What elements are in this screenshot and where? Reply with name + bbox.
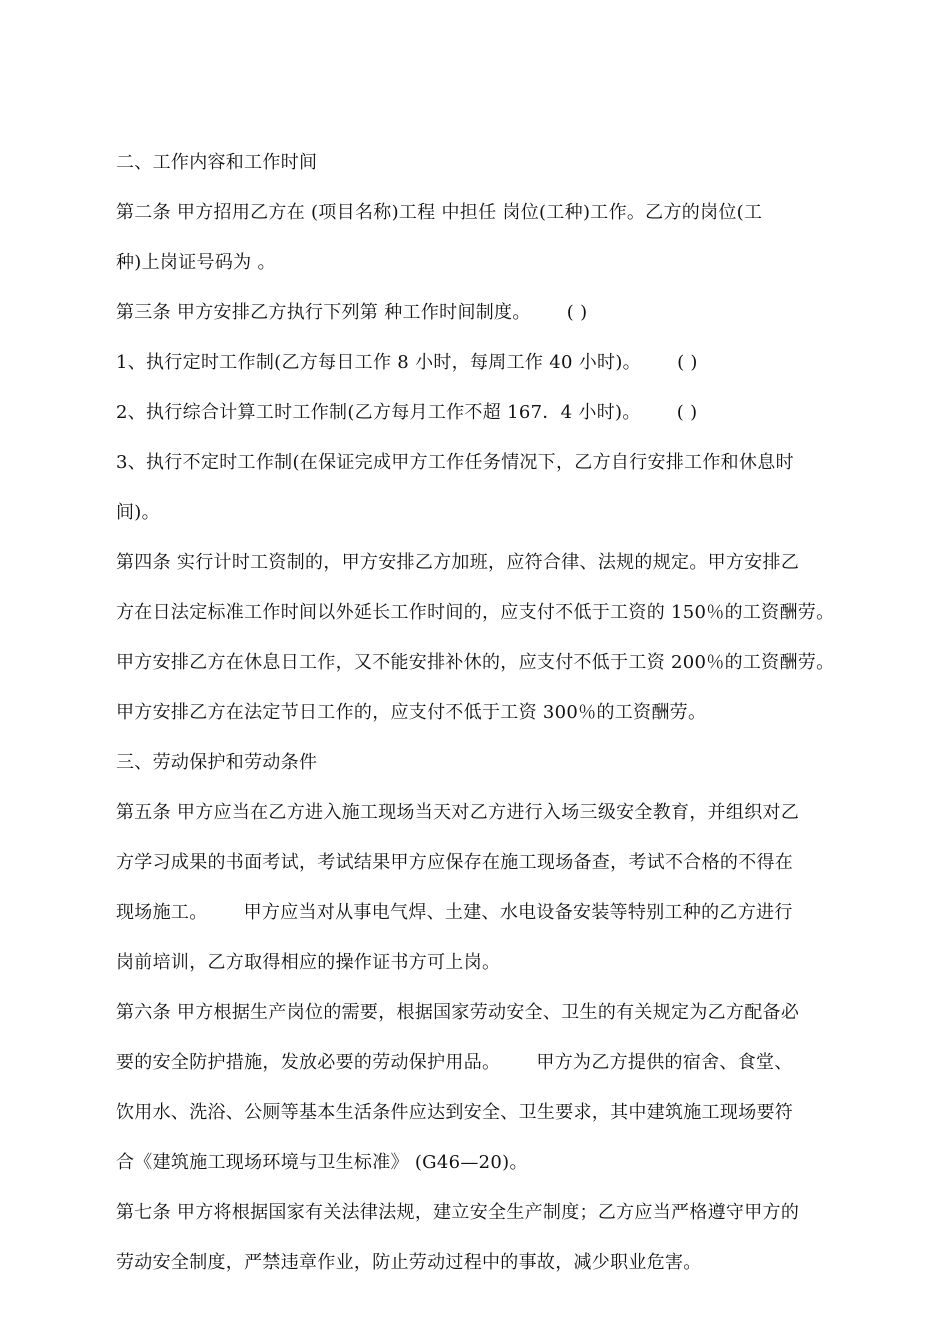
article-5-line-4: 岗前培训，乙方取得相应的操作证书方可上岗。 [116,952,501,973]
article-6-line-3: 饮用水、洗浴、公厕等基本生活条件应达到安全、卫生要求，其中建筑施工现场要符 [116,1102,794,1123]
option-3-flexible-hours-line-2: 间)。 [116,502,160,523]
article-4-line-4: 甲方安排乙方在法定节日工作的，应支付不低于工资 300％的工资酬劳。 [116,702,707,723]
article-5-line-3: 现场施工。 甲方应当对从事电气焊、土建、水电设备安装等特别工种的乙方进行 [116,902,793,923]
option-2-comprehensive-hours: 2、执行综合计算工时工作制(乙方每月工作不超 167．4 小时)。 ( ) [116,402,698,423]
article-7-line-2: 劳动安全制度，严禁违章作业，防止劳动过程中的事故，减少职业危害。 [116,1252,702,1273]
article-6-line-4: 合《建筑施工现场环境与卫生标准》 (G46—20)。 [116,1152,528,1173]
article-2-line-2: 种)上岗证号码为 。 [116,252,276,273]
article-5-line-2: 方学习成果的书面考试，考试结果甲方应保存在施工现场备查，考试不合格的不得在 [116,852,794,873]
article-7-line-1: 第七条 甲方将根据国家有关法律法规，建立安全生产制度；乙方应当严格遵守甲方的 [116,1202,800,1223]
article-6-line-2: 要的安全防护措施，发放必要的劳动保护用品。 甲方为乙方提供的宿舍、食堂、 [116,1052,793,1073]
option-3-flexible-hours-line-1: 3、执行不定时工作制(在保证完成甲方工作任务情况下，乙方自行安排工作和休息时 [116,452,794,473]
article-6-line-1: 第六条 甲方根据生产岗位的需要，根据国家劳动安全、卫生的有关规定为乙方配备必 [116,1002,800,1023]
article-5-line-1: 第五条 甲方应当在乙方进入施工现场当天对乙方进行入场三级安全教育，并组织对乙 [116,802,800,823]
article-2-line-1: 第二条 甲方招用乙方在 (项目名称)工程 中担任 岗位(工种)工作。乙方的岗位(工 [116,202,763,223]
section-heading-work-content: 二、工作内容和工作时间 [116,152,318,173]
article-3-line: 第三条 甲方安排乙方执行下列第 种工作时间制度。 ( ) [116,302,588,323]
section-heading-labor-protection: 三、劳动保护和劳动条件 [116,752,318,773]
option-1-fixed-hours: 1、执行定时工作制(乙方每日工作 8 小时，每周工作 40 小时)。 ( ) [116,352,698,373]
article-4-line-3: 甲方安排乙方在休息日工作，又不能安排补休的，应支付不低于工资 200％的工资酬劳。 [116,652,835,673]
article-4-line-2: 方在日法定标准工作时间以外延长工作时间的，应支付不低于工资的 150％的工资酬劳。 [116,602,835,623]
article-4-line-1: 第四条 实行计时工资制的，甲方安排乙方加班，应符合律、法规的规定。甲方安排乙 [116,552,800,573]
